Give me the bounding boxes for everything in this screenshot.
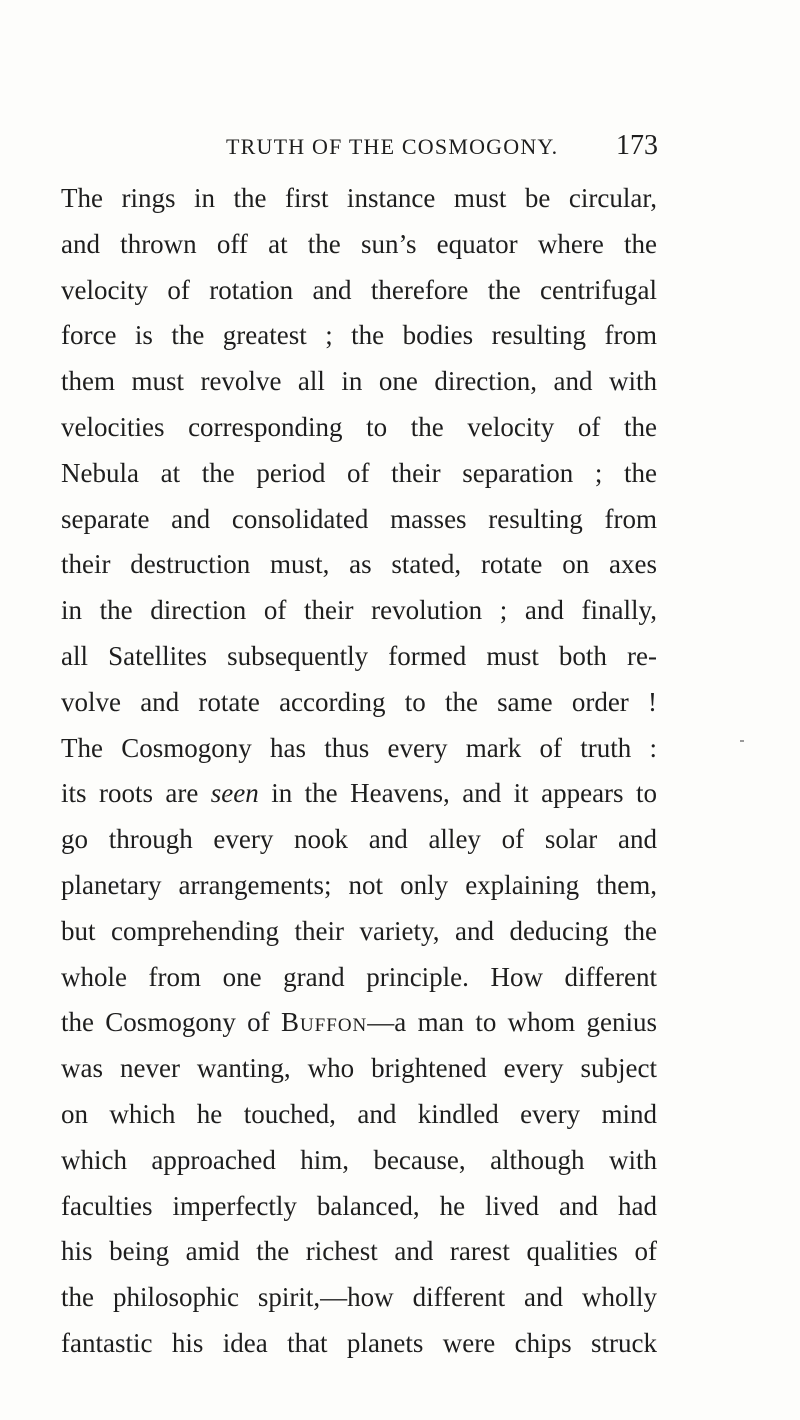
text-segment: —a man to whom genius	[367, 1007, 657, 1038]
text-line: velocity of rotation and therefore the centrifugal	[61, 274, 657, 305]
text-line: was never wanting, who brightened every subject	[61, 1053, 657, 1084]
italic-word: seen	[210, 778, 259, 809]
text-line: and thrown off at the sun’s equator where the	[61, 228, 657, 259]
text-line: which approached him, because, although with	[61, 1144, 657, 1175]
text-line: separate and consolidated masses resulting from	[61, 503, 657, 534]
running-head	[226, 130, 658, 166]
text-line: force is the greatest ; the bodies resulting from	[61, 320, 657, 351]
text-line: velocities corresponding to the velocity of the	[61, 411, 657, 442]
text-line: the philosophic spirit,—how different and wholly	[61, 1282, 657, 1313]
text-segment: its roots are	[61, 778, 211, 809]
margin-speck	[740, 740, 744, 742]
text-line: whole from one grand principle. How different	[61, 961, 657, 992]
text-line: The rings in the first instance must be circular,	[61, 183, 657, 213]
text-line-with-small-caps	[61, 1000, 657, 1046]
text-segment: the Cosmogony of	[61, 1007, 281, 1038]
text-line-with-italic	[61, 771, 657, 817]
running-title: TRUTH OF THE COSMOGONY.	[226, 134, 559, 159]
text-line: faculties imperfectly balanced, he lived and had	[61, 1190, 657, 1221]
page-number: 173	[616, 130, 658, 161]
text-segment: in the Heavens, and it appears to	[258, 778, 657, 809]
text-line: fantastic his idea that planets were chips struck	[61, 1327, 657, 1358]
text-line: go through every nook and alley of solar and	[61, 824, 657, 855]
text-line: his being amid the richest and rarest qualities of	[61, 1236, 657, 1267]
text-line: planetary arrangements; not only explaining them,	[61, 869, 657, 900]
text-line: but comprehending their variety, and deducing the	[61, 915, 657, 946]
text-line: on which he touched, and kindled every mind	[61, 1098, 657, 1129]
text-line: all Satellites subsequently formed must both re-	[61, 640, 657, 671]
text-line: Nebula at the period of their separation ; the	[61, 457, 657, 488]
body-text	[61, 176, 657, 1367]
text-line: their destruction must, as stated, rotate on axes	[61, 549, 657, 580]
text-line: in the direction of their revolution ; and finally,	[61, 595, 657, 626]
text-line: them must revolve all in one direction, and with	[61, 366, 657, 397]
text-line: volve and rotate according to the same order !	[61, 686, 657, 717]
small-caps-name: Buffon	[280, 1007, 368, 1038]
text-line: The Cosmogony has thus every mark of truth :	[61, 732, 657, 763]
